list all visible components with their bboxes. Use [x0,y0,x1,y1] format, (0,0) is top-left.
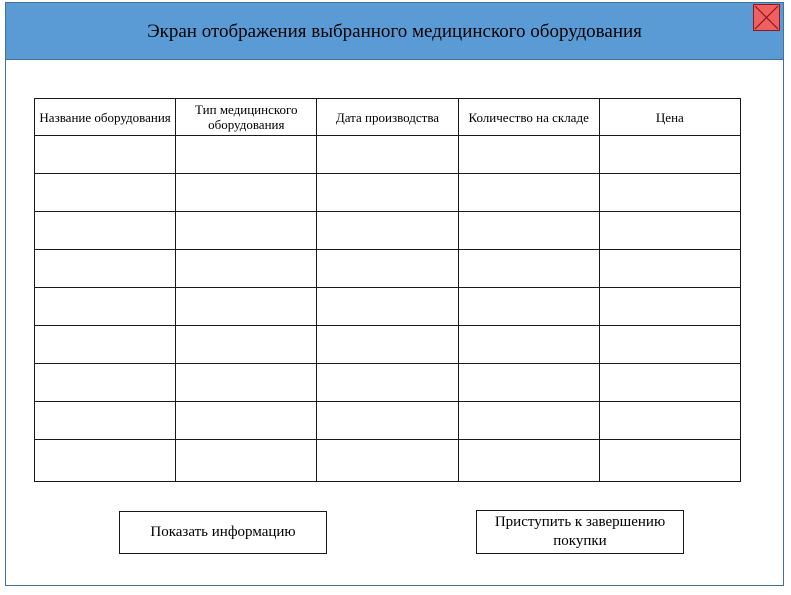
table-cell[interactable] [458,212,599,250]
table-header-row [35,99,741,136]
table-row[interactable] [35,250,741,288]
table-cell[interactable] [458,250,599,288]
equipment-table [34,98,741,482]
table-cell[interactable] [599,364,740,402]
table-cell[interactable] [599,288,740,326]
table-cell[interactable] [458,326,599,364]
column-header-name: Название оборудования [35,99,176,136]
proceed-to-checkout-button[interactable]: Приступить к завершению покупки [476,510,684,554]
table-cell[interactable] [317,212,458,250]
table-cell[interactable] [35,440,176,482]
table-cell[interactable] [599,440,740,482]
table-cell[interactable] [458,440,599,482]
column-header-production-date: Дата производства [317,99,458,136]
table-cell[interactable] [35,402,176,440]
table-cell[interactable] [35,212,176,250]
column-header-stock-quantity: Количество на складе [458,99,599,136]
table-cell[interactable] [317,174,458,212]
table-cell[interactable] [176,174,317,212]
table-cell[interactable] [176,288,317,326]
equipment-window [5,2,784,586]
table-cell[interactable] [35,288,176,326]
table-row[interactable] [35,288,741,326]
table-row[interactable] [35,212,741,250]
table-cell[interactable] [599,212,740,250]
table-cell[interactable] [317,364,458,402]
table-cell[interactable] [599,174,740,212]
table-cell[interactable] [317,440,458,482]
table-cell[interactable] [35,364,176,402]
column-header-price: Цена [599,99,740,136]
table-cell[interactable] [599,136,740,174]
table-row[interactable] [35,326,741,364]
table-row[interactable] [35,364,741,402]
table-cell[interactable] [317,136,458,174]
window-title: Экран отображения выбранного медицинского оборудования [147,21,642,42]
table-cell[interactable] [176,364,317,402]
table-cell[interactable] [317,402,458,440]
table-cell[interactable] [176,440,317,482]
show-info-button[interactable]: Показать информацию [119,511,327,554]
table-body [35,136,741,482]
table-cell[interactable] [599,402,740,440]
close-button[interactable] [753,4,780,31]
table-cell[interactable] [458,402,599,440]
table-cell[interactable] [35,174,176,212]
table-cell[interactable] [176,402,317,440]
table-cell[interactable] [35,326,176,364]
table-cell[interactable] [317,288,458,326]
table-row[interactable] [35,136,741,174]
table-cell[interactable] [599,250,740,288]
table-cell[interactable] [458,364,599,402]
table-row[interactable] [35,174,741,212]
table-cell[interactable] [176,212,317,250]
title-bar [6,3,783,60]
close-x-icon [754,5,779,30]
table-cell[interactable] [176,326,317,364]
table-cell[interactable] [458,288,599,326]
table-cell[interactable] [317,326,458,364]
table-cell[interactable] [176,136,317,174]
column-header-type: Тип медицинского оборудования [176,99,317,136]
table-cell[interactable] [458,136,599,174]
table-cell[interactable] [35,136,176,174]
table-cell[interactable] [458,174,599,212]
table-cell[interactable] [317,250,458,288]
table-row[interactable] [35,402,741,440]
table-cell[interactable] [35,250,176,288]
table-row[interactable] [35,440,741,482]
table-cell[interactable] [176,250,317,288]
table-cell[interactable] [599,326,740,364]
